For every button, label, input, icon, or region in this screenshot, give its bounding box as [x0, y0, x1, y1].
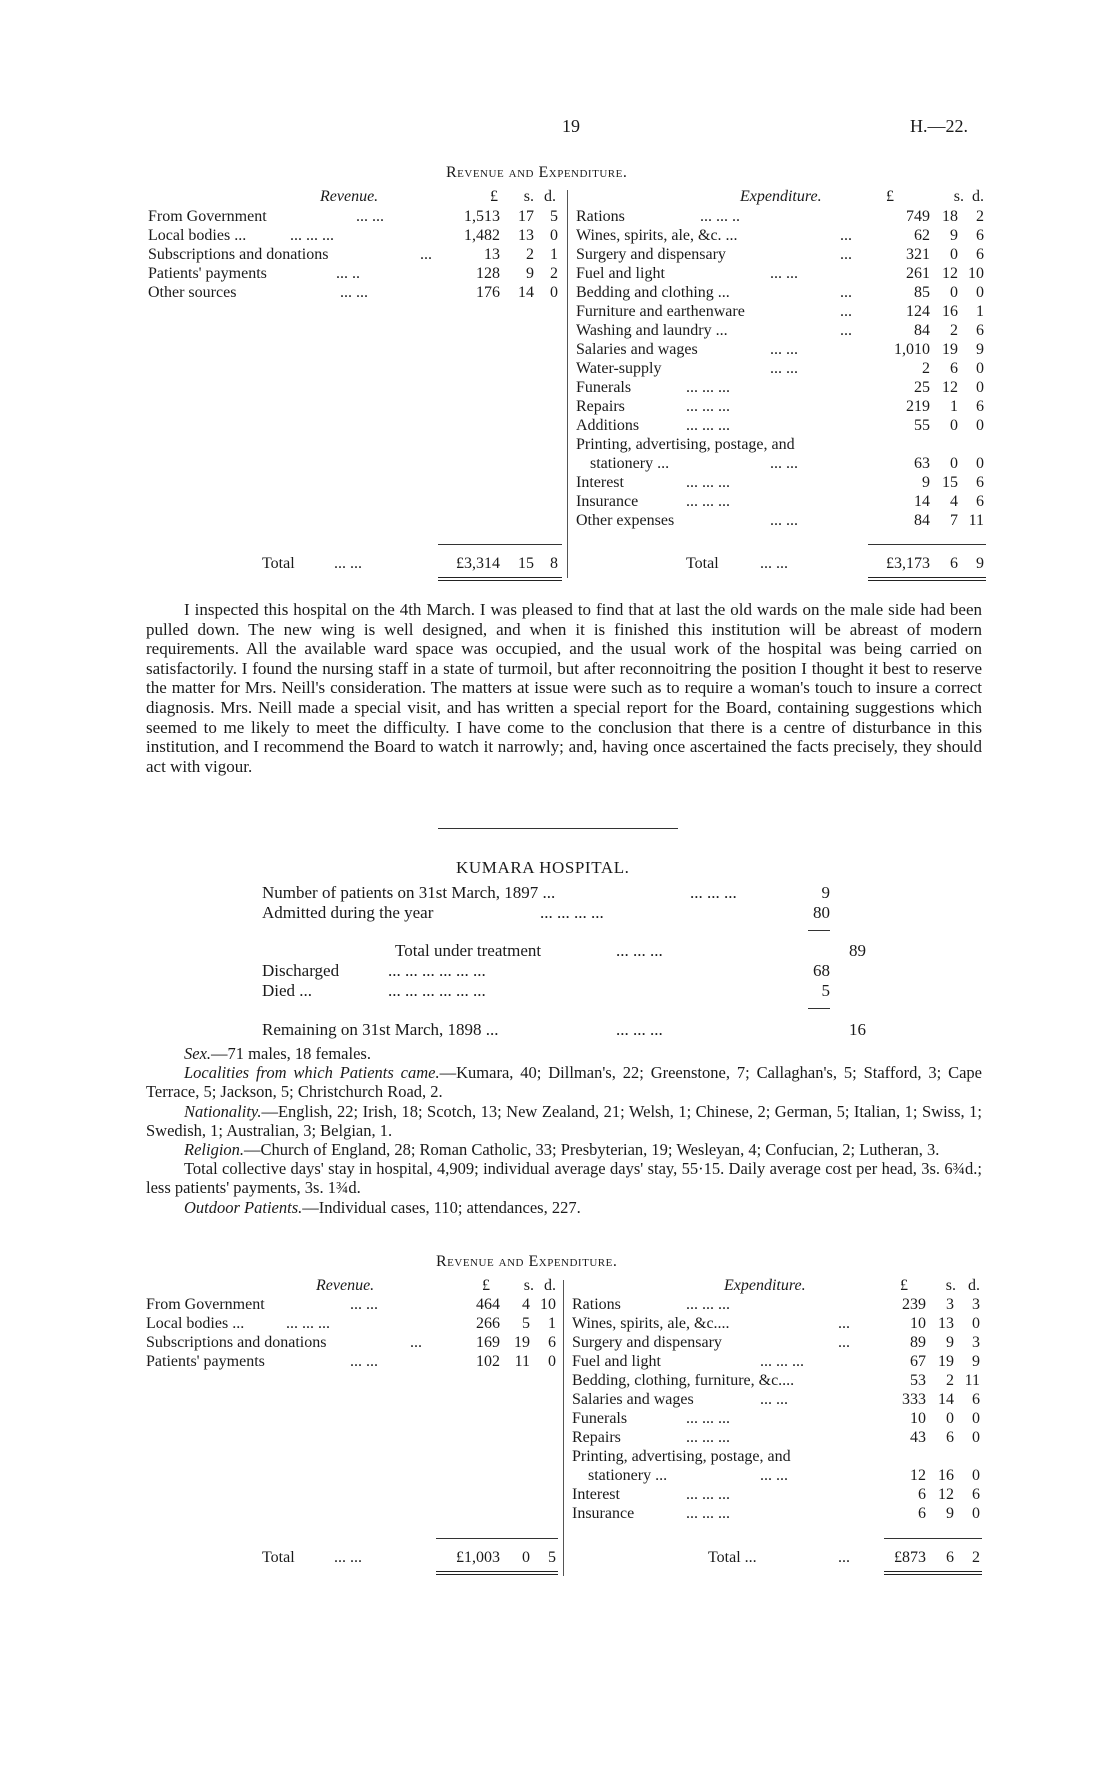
expenditure-row-label: Additions — [576, 417, 640, 434]
revenue-row-pence: 0 — [550, 227, 558, 244]
col-pounds-heading: £ — [490, 188, 498, 205]
col-shillings-heading: s. — [953, 188, 964, 205]
expenditure-total-label: Total — [686, 555, 719, 572]
expenditure-total-shillings: 6 — [950, 555, 958, 572]
revenue-row-pence: 6 — [548, 1334, 556, 1351]
revenue-total-shillings: 0 — [522, 1549, 530, 1566]
expenditure-row-shillings: 0 — [946, 1410, 954, 1427]
expenditure-row-pence: 6 — [976, 398, 984, 415]
expenditure-row-shillings: 9 — [946, 1334, 954, 1351]
expenditure-row-label: Repairs — [576, 398, 625, 415]
revenue-row-shillings: 2 — [526, 246, 534, 263]
expenditure-row-shillings: 2 — [950, 322, 958, 339]
expenditure-row-dots: ... ... — [770, 512, 798, 529]
expenditure-row-pounds: 84 — [914, 322, 930, 339]
expenditure-row-label: Wines, spirits, ale, &c.... — [572, 1315, 730, 1332]
expenditure-row-pounds: 219 — [906, 398, 930, 415]
revenue-row-pence: 2 — [550, 265, 558, 282]
note-text: —71 males, 18 females. — [211, 1044, 371, 1063]
note-label: Religion. — [184, 1140, 245, 1160]
expenditure-row-dots: ... ... ... — [686, 417, 730, 434]
col-pence-heading: d. — [544, 188, 556, 205]
note-nationality — [146, 1102, 982, 1140]
expenditure-row-pence: 11 — [964, 1372, 980, 1389]
total-rule — [868, 544, 986, 545]
revenue-row-shillings: 11 — [514, 1353, 530, 1370]
expenditure-row-dots: ... — [840, 303, 852, 320]
expenditure-row-shillings: 9 — [946, 1505, 954, 1522]
revenue-row-pence: 5 — [550, 208, 558, 225]
revenue-row-dots: ... ... — [356, 208, 384, 225]
expenditure-row-dots: ... ... ... — [686, 474, 730, 491]
revenue-row-pounds: 464 — [476, 1296, 500, 1313]
expenditure-row-label: Insurance — [572, 1505, 635, 1522]
expenditure-row-shillings: 6 — [950, 360, 958, 377]
expenditure-row-dots: ... — [840, 227, 852, 244]
column-divider — [563, 1280, 564, 1576]
revenue-row-label: Subscriptions and donations — [148, 246, 329, 263]
expenditure-row-shillings: 0 — [950, 417, 958, 434]
expenditure-row-pence: 10 — [968, 265, 984, 282]
section-divider — [438, 828, 678, 829]
stat-value: 89 — [849, 941, 866, 960]
revenue-row-pounds: 266 — [476, 1315, 500, 1332]
expenditure-row-shillings: 13 — [938, 1315, 954, 1332]
expenditure-row-dots: ... — [838, 1334, 850, 1351]
expenditure-row-pounds: 12 — [910, 1467, 926, 1484]
revenue-row-dots: ... ... — [350, 1353, 378, 1370]
expenditure-row-pence: 0 — [972, 1467, 980, 1484]
revenue-row-dots: ... ... — [350, 1296, 378, 1313]
expenditure-row-label: Other expenses — [576, 512, 675, 529]
total-rule — [884, 1538, 982, 1539]
expenditure-row-shillings: 0 — [950, 455, 958, 472]
revenue-row-label: Local bodies ... — [146, 1315, 245, 1332]
expenditure-row-pounds: 55 — [914, 417, 930, 434]
expenditure-row-pence: 9 — [972, 1353, 980, 1370]
expenditure-row-shillings: 16 — [942, 303, 958, 320]
revenue-row-pence: 1 — [550, 246, 558, 263]
expenditure-row-pounds: 2 — [922, 360, 930, 377]
section-title: Revenue and Expenditure. — [446, 164, 628, 181]
expenditure-row-pence: 2 — [976, 208, 984, 225]
expenditure-row-pounds: 84 — [914, 512, 930, 529]
expenditure-row-dots: ... ... — [760, 1467, 788, 1484]
stat-dots: ... ... ... ... ... ... — [388, 961, 486, 980]
stat-dots: ... ... ... — [616, 1020, 663, 1039]
note-label: Sex. — [184, 1044, 212, 1063]
total-rule — [436, 1538, 558, 1539]
expenditure-row-label: Surgery and dispensary — [576, 246, 726, 263]
section-title: Revenue and Expenditure. — [436, 1253, 618, 1270]
revenue-row-pence: 1 — [548, 1315, 556, 1332]
expenditure-row-pounds: 67 — [910, 1353, 926, 1370]
revenue-row-label: Patients' payments — [146, 1353, 265, 1370]
expenditure-row-dots: ... — [838, 1315, 850, 1332]
expenditure-row-dots: ... ... .. — [700, 208, 740, 225]
stat-label: Died ... — [262, 981, 313, 1000]
expenditure-row-dots: ... ... ... — [686, 379, 730, 396]
expenditure-row-dots: ... ... — [770, 341, 798, 358]
expenditure-row-pounds: 239 — [902, 1296, 926, 1313]
note-religion — [146, 1140, 982, 1159]
revenue-row-label: From Government — [146, 1296, 265, 1313]
expenditure-row-shillings: 16 — [938, 1467, 954, 1484]
expenditure-row-pence: 0 — [976, 455, 984, 472]
expenditure-row-dots: ... ... — [770, 265, 798, 282]
expenditure-row-label: Insurance — [576, 493, 639, 510]
expenditure-heading: Expenditure. — [724, 1277, 806, 1294]
note-text: —Kumara, 40; Dillman's, 22; Greenstone, 7; Callaghan's, 5; Stafford, 3; Cape Terrace, 5; Jackson, 5; Christchurch Road, 2. — [146, 1063, 982, 1102]
expenditure-row-shillings: 12 — [938, 1486, 954, 1503]
expenditure-row-pence: 6 — [976, 474, 984, 491]
expenditure-row-dots: ... ... ... — [686, 398, 730, 415]
revenue-row-shillings: 9 — [526, 265, 534, 282]
revenue-row-label: Local bodies ... — [148, 227, 247, 244]
expenditure-row-pounds: 6 — [918, 1505, 926, 1522]
stat-dots: ... ... ... — [690, 883, 737, 902]
expenditure-row-shillings: 19 — [942, 341, 958, 358]
expenditure-row-label: Salaries and wages — [576, 341, 698, 358]
expenditure-row-label: Rations — [572, 1296, 621, 1313]
patient-notes — [146, 1044, 982, 1217]
expenditure-row-pounds: 1,010 — [894, 341, 930, 358]
expenditure-row-pounds: 749 — [906, 208, 930, 225]
expenditure-row-dots: ... ... ... — [686, 1505, 730, 1522]
expenditure-row-pence: 0 — [972, 1315, 980, 1332]
expenditure-row-dots: ... ... — [770, 455, 798, 472]
revenue-row-label: Patients' payments — [148, 265, 267, 282]
expenditure-row-shillings: 1 — [950, 398, 958, 415]
expenditure-row-dots: ... — [840, 246, 852, 263]
expenditure-row-label: Fuel and light — [576, 265, 665, 282]
expenditure-total-pence: 9 — [976, 555, 984, 572]
revenue-row-dots: ... ... ... — [286, 1315, 330, 1332]
expenditure-total-dots: ... — [838, 1549, 850, 1566]
expenditure-row-pounds: 63 — [914, 455, 930, 472]
revenue-row-dots: ... ... — [340, 284, 368, 301]
note-label: Nationality. — [184, 1101, 262, 1121]
expenditure-row-dots: ... — [840, 284, 852, 301]
revenue-total-dots: ... ... — [334, 1549, 362, 1566]
expenditure-row-pounds: 53 — [910, 1372, 926, 1389]
expenditure-row-shillings: 12 — [942, 379, 958, 396]
stat-value: 5 — [821, 981, 830, 1000]
expenditure-row-pounds: 14 — [914, 493, 930, 510]
expenditure-row-shillings: 2 — [946, 1372, 954, 1389]
expenditure-row-pence: 0 — [972, 1429, 980, 1446]
expenditure-row-shillings: 6 — [946, 1429, 954, 1446]
revenue-row-pounds: 1,482 — [464, 227, 500, 244]
expenditure-total-pence: 2 — [972, 1549, 980, 1566]
expenditure-total-pounds: £3,173 — [886, 555, 930, 572]
expenditure-row-pounds: 9 — [922, 474, 930, 491]
revenue-row-pence: 0 — [550, 284, 558, 301]
expenditure-row-pence: 0 — [976, 379, 984, 396]
stat-value: 80 — [813, 903, 830, 922]
revenue-row-pounds: 13 — [484, 246, 500, 263]
expenditure-row-dots: ... ... ... — [686, 493, 730, 510]
expenditure-row-label: Funerals — [576, 379, 632, 396]
note-label: Localities from which Patients came. — [184, 1063, 440, 1083]
stat-dots: ... ... ... ... ... ... — [388, 981, 486, 1000]
note-outdoor — [146, 1198, 982, 1217]
revenue-row-label: Other sources — [148, 284, 237, 301]
expenditure-row-label: Bedding and clothing ... — [576, 284, 730, 301]
revenue-row-shillings: 5 — [522, 1315, 530, 1332]
expenditure-row-shillings: 18 — [942, 208, 958, 225]
expenditure-row-pence: 6 — [972, 1391, 980, 1408]
inspection-report — [146, 600, 982, 776]
revenue-row-shillings: 4 — [522, 1296, 530, 1313]
expenditure-row-pounds: 62 — [914, 227, 930, 244]
revenue-total-pounds: £3,314 — [456, 555, 500, 572]
revenue-row-shillings: 17 — [518, 208, 534, 225]
expenditure-row-label: Repairs — [572, 1429, 621, 1446]
total-double-rule — [438, 577, 562, 581]
revenue-row-pounds: 1,513 — [464, 208, 500, 225]
revenue-total-dots: ... ... — [334, 555, 362, 572]
expenditure-row-pence: 6 — [976, 246, 984, 263]
stat-value: 68 — [813, 961, 830, 980]
expenditure-row-label: Water-supply — [576, 360, 662, 377]
expenditure-row-dots: ... ... ... — [686, 1410, 730, 1427]
revenue-row-pounds: 102 — [476, 1353, 500, 1370]
expenditure-total-label: Total ... — [708, 1549, 757, 1566]
expenditure-row-pence: 0 — [976, 284, 984, 301]
expenditure-row-pence: 0 — [972, 1505, 980, 1522]
revenue-row-pounds: 169 — [476, 1334, 500, 1351]
expenditure-row-pounds: 10 — [910, 1315, 926, 1332]
revenue-total-pounds: £1,003 — [456, 1549, 500, 1566]
total-double-rule — [884, 1571, 982, 1575]
expenditure-row-dots: ... ... ... — [686, 1429, 730, 1446]
expenditure-heading: Expenditure. — [740, 188, 822, 205]
expenditure-row-pence: 6 — [976, 227, 984, 244]
revenue-row-dots: ... — [420, 246, 432, 263]
hospital-title: KUMARA HOSPITAL. — [456, 858, 630, 877]
expenditure-row-pounds: 333 — [902, 1391, 926, 1408]
expenditure-row-dots: ... ... — [770, 360, 798, 377]
expenditure-row-label: Washing and laundry ... — [576, 322, 728, 339]
revenue-row-label: From Government — [148, 208, 267, 225]
col-pence-heading: d. — [972, 188, 984, 205]
expenditure-total-pounds: £873 — [894, 1549, 926, 1566]
expenditure-row-shillings: 4 — [950, 493, 958, 510]
expenditure-row-label: Funerals — [572, 1410, 628, 1427]
revenue-total-label: Total — [262, 1549, 295, 1566]
expenditure-row-pounds: 89 — [910, 1334, 926, 1351]
revenue-row-pounds: 176 — [476, 284, 500, 301]
expenditure-row-pounds: 10 — [910, 1410, 926, 1427]
revenue-total-pence: 8 — [550, 555, 558, 572]
note-sex — [146, 1044, 982, 1063]
revenue-row-shillings: 13 — [518, 227, 534, 244]
col-pounds-heading: £ — [482, 1277, 490, 1294]
expenditure-row-pence: 6 — [976, 322, 984, 339]
revenue-row-shillings: 19 — [514, 1334, 530, 1351]
note-text: —Individual cases, 110; attendances, 227. — [302, 1197, 581, 1217]
col-pounds-heading: £ — [886, 188, 894, 205]
total-double-rule — [436, 1571, 558, 1575]
note-text: —English, 22; Irish, 18; Scotch, 13; New Zealand, 21; Welsh, 1; Chinese, 2; German, 5; Italian, 1; Swiss, 1; Swedish, 1; Australian, 3; Belgian, 1. — [146, 1101, 982, 1140]
col-pence-heading: d. — [544, 1277, 556, 1294]
stat-value: 9 — [821, 883, 830, 902]
expenditure-total-dots: ... ... — [760, 555, 788, 572]
stat-dots: ... ... ... ... — [540, 903, 604, 922]
total-rule — [438, 544, 562, 545]
revenue-total-pence: 5 — [548, 1549, 556, 1566]
expenditure-row-label: stationery ... — [588, 1467, 668, 1484]
expenditure-row-shillings: 0 — [950, 284, 958, 301]
total-double-rule — [868, 577, 986, 581]
revenue-row-dots: ... ... ... — [290, 227, 334, 244]
col-pounds-heading: £ — [900, 1277, 908, 1294]
expenditure-row-label: Interest — [576, 474, 624, 491]
expenditure-row-label: Furniture and earthenware — [576, 303, 745, 320]
stat-label: Number of patients on 31st March, 1897 ... — [262, 883, 556, 902]
expenditure-row-dots: ... ... — [760, 1391, 788, 1408]
revenue-row-dots: ... .. — [336, 265, 360, 282]
revenue-row-dots: ... — [410, 1334, 422, 1351]
revenue-row-pounds: 128 — [476, 265, 500, 282]
expenditure-row-label: Fuel and light — [572, 1353, 661, 1370]
col-shillings-heading: s. — [523, 188, 534, 205]
expenditure-row-pounds: 85 — [914, 284, 930, 301]
expenditure-row-shillings: 3 — [946, 1296, 954, 1313]
col-pence-heading: d. — [968, 1277, 980, 1294]
expenditure-row-pounds: 321 — [906, 246, 930, 263]
expenditure-row-pounds: 6 — [918, 1486, 926, 1503]
expenditure-row-label: stationery ... — [590, 455, 670, 472]
column-divider — [567, 190, 568, 578]
expenditure-row-pence: 6 — [976, 493, 984, 510]
expenditure-row-label: Wines, spirits, ale, &c. ... — [576, 227, 738, 244]
revenue-row-pence: 0 — [548, 1353, 556, 1370]
expenditure-row-shillings: 19 — [938, 1353, 954, 1370]
expenditure-row-shillings: 15 — [942, 474, 958, 491]
stat-label: Discharged — [262, 961, 340, 980]
revenue-row-pence: 10 — [540, 1296, 556, 1313]
expenditure-row-label: Surgery and dispensary — [572, 1334, 722, 1351]
expenditure-row-label: Rations — [576, 208, 625, 225]
stat-label: Total under treatment — [395, 941, 542, 960]
revenue-heading: Revenue. — [320, 188, 379, 205]
expenditure-row-pence: 3 — [972, 1334, 980, 1351]
expenditure-row-shillings: 14 — [938, 1391, 954, 1408]
note-stay: Total collective days' stay in hospital, 4,909; individual average days' stay, 55·15. Daily average cost per head, 3s. 6¾d.; less patients' payments, 3s. 1¾d. — [146, 1159, 982, 1198]
col-shillings-heading: s. — [945, 1277, 956, 1294]
expenditure-row-label: Printing, advertising, postage, and — [576, 436, 795, 453]
expenditure-row-shillings: 9 — [950, 227, 958, 244]
stat-label: Remaining on 31st March, 1898 ... — [262, 1020, 499, 1039]
expenditure-row-pounds: 43 — [910, 1429, 926, 1446]
expenditure-row-dots: ... — [840, 322, 852, 339]
expenditure-row-pounds: 25 — [914, 379, 930, 396]
stat-label: Admitted during the year — [262, 903, 434, 922]
expenditure-row-pence: 6 — [972, 1486, 980, 1503]
revenue-row-label: Subscriptions and donations — [146, 1334, 327, 1351]
note-label: Outdoor Patients. — [184, 1197, 303, 1217]
expenditure-row-shillings: 0 — [950, 246, 958, 263]
expenditure-row-label: Interest — [572, 1486, 620, 1503]
revenue-total-shillings: 15 — [518, 555, 534, 572]
stat-dots: ... ... ... — [616, 941, 663, 960]
expenditure-row-dots: ... ... ... — [686, 1296, 730, 1313]
page-number: 19 — [562, 116, 580, 136]
note-localities — [146, 1063, 982, 1101]
revenue-row-shillings: 14 — [518, 284, 534, 301]
subtotal-rule — [808, 1008, 830, 1009]
col-shillings-heading: s. — [523, 1277, 534, 1294]
expenditure-row-pence: 9 — [976, 341, 984, 358]
expenditure-row-label: Bedding, clothing, furniture, &c.... — [572, 1372, 795, 1389]
expenditure-row-pounds: 261 — [906, 265, 930, 282]
subtotal-rule — [808, 930, 830, 931]
note-text: —Church of England, 28; Roman Catholic, 33; Presbyterian, 19; Wesleyan, 4; Confucian, 2; Lutheran, 3. — [244, 1140, 940, 1160]
expenditure-row-shillings: 7 — [950, 512, 958, 529]
expenditure-row-pence: 3 — [972, 1296, 980, 1313]
expenditure-row-shillings: 12 — [942, 265, 958, 282]
expenditure-row-pence: 0 — [976, 360, 984, 377]
expenditure-row-pence: 0 — [972, 1410, 980, 1427]
revenue-total-label: Total — [262, 555, 295, 572]
expenditure-row-pounds: 124 — [906, 303, 930, 320]
expenditure-row-dots: ... ... ... — [760, 1353, 804, 1370]
expenditure-row-label: Salaries and wages — [572, 1391, 694, 1408]
expenditure-row-pence: 1 — [976, 303, 984, 320]
expenditure-row-pence: 0 — [976, 417, 984, 434]
expenditure-row-label: Printing, advertising, postage, and — [572, 1448, 791, 1465]
report-paragraph: I inspected this hospital on the 4th March. I was pleased to find that at last the old wards on the male side had been pulled down. The new wing is well designed, and when it is finished this institution will be abreast of modern requirements. All the available ward space was occupied, and the usual work of the hospital was being carried on satisfactorily. I found the nursing staff in a state of turmoil, but after reconnoitring the position I thought it best to reserve the matter for Mrs. Neill's consideration. The matters at issue were such as to require a woman's touch to insure a correct diagnosis. Mrs. Neill made a special visit, and has written a special report for the Board, containing suggestions which seemed to me likely to meet the difficulty. I have come to the conclusion that there is a centre of disturbance in this institution, and I recommend the Board to watch it narrowly; and, having once ascertained the facts precisely, they should act with vigour. — [146, 600, 982, 776]
expenditure-total-shillings: 6 — [946, 1549, 954, 1566]
document-reference: H.—22. — [910, 116, 968, 136]
expenditure-row-pence: 11 — [968, 512, 984, 529]
revenue-heading: Revenue. — [316, 1277, 375, 1294]
stat-value: 16 — [849, 1020, 866, 1039]
expenditure-row-dots: ... ... ... — [686, 1486, 730, 1503]
